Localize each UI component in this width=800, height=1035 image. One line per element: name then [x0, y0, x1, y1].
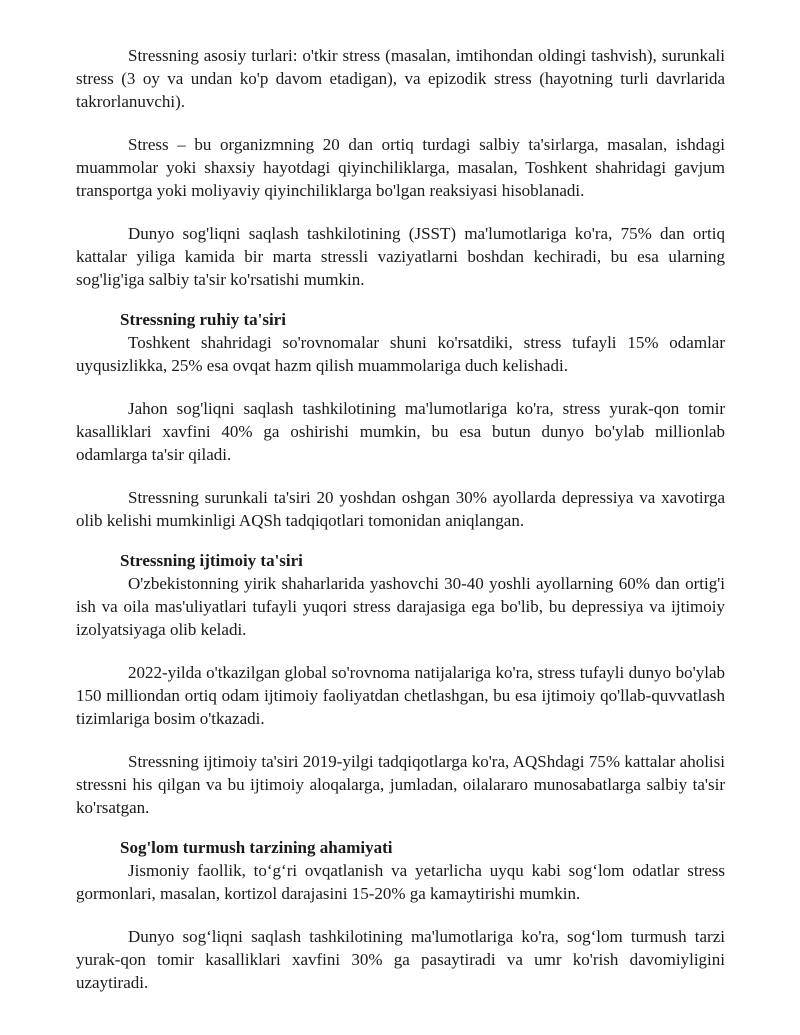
intro-paragraph-1: Stressning asosiy turlari: o'tkir stress (masalan, imtihondan oldingi tashvish), surunkali stress (3 oy va undan ko'p davom etadigan), va epizodik stress (hayotning turli davrlarida takrorlanuvchi). — [76, 46, 725, 111]
section1-paragraph-1: Toshkent shahridagi so'rovnomalar shuni ko'rsatdiki, stress tufayli 15% odamlar uyqusizlikka, 25% esa ovqat hazm qilish muammolariga duch kelishadi. — [76, 333, 725, 375]
intro-paragraph-2: Stress – bu organizmning 20 dan ortiq turdagi salbiy ta'sirlarga, masalan, ishdagi muammolar yoki shaxsiy hayotdagi qiyinchiliklarga, masalan, Toshkent shahridagi gavjum transportga yoki moliyaviy qiyinchiliklarga bo'lgan reaksiyasi hisoblanadi. — [76, 135, 725, 200]
document-page — [76, 44, 725, 994]
section-heading-social-impact: Stressning ijtimoiy ta'siri — [120, 551, 303, 570]
section-heading-healthy-lifestyle: Sog'lom turmush tarzining ahamiyati — [120, 838, 393, 857]
section2-paragraph-3: Stressning ijtimoiy ta'siri 2019-yilgi tadqiqotlarga ko'ra, AQShdagi 75% kattalar aholisi stressni his qilgan va bu ijtimoiy aloqalarga, jumladan, oilalararo munosabatlarga salbiy ta'sir ko'rsatgan. — [76, 752, 725, 817]
section1-paragraph-3: Stressning surunkali ta'siri 20 yoshdan oshgan 30% ayollarda depressiya va xavotirga olib kelishi mumkinligi AQSh tadqiqotlari tomonidan aniqlangan. — [76, 488, 725, 530]
section-heading-mental-impact: Stressning ruhiy ta'siri — [120, 310, 286, 329]
section2-paragraph-1: O'zbekistonning yirik shaharlarida yashovchi 30-40 yoshli ayollarning 60% dan ortig'i ish va oila mas'uliyatlari tufayli yuqori stress darajasiga ega bo'lib, bu depressiya va ijtimoiy izolyatsiyaga olib keladi. — [76, 574, 725, 639]
section3-paragraph-2: Dunyo sog‘liqni saqlash tashkilotining ma'lumotlariga ko'ra, sog‘lom turmush tarzi yurak-qon tomir kasalliklari xavfini 30% ga pasaytiradi va umr ko'rish davomiyligini uzaytiradi. — [76, 927, 725, 992]
section1-paragraph-2: Jahon sog'liqni saqlash tashkilotining ma'lumotlariga ko'ra, stress yurak-qon tomir kasalliklari xavfini 40% ga oshirishi mumkin, bu esa butun dunyo bo'ylab millionlab odamlarga ta'sir qiladi. — [76, 399, 725, 464]
section2-paragraph-2: 2022-yilda o'tkazilgan global so'rovnoma natijalariga ko'ra, stress tufayli dunyo bo'ylab 150 milliondan ortiq odam ijtimoiy faoliyatdan chetlashgan, bu esa ijtimoiy qo'llab-quvvatlash tizimlariga bosim o'tkazadi. — [76, 663, 725, 728]
section3-paragraph-1: Jismoniy faollik, to‘g‘ri ovqatlanish va yetarlicha uyqu kabi sog‘lom odatlar stress gormonlari, masalan, kortizol darajasini 15-20% ga kamaytirishi mumkin. — [76, 861, 725, 903]
intro-paragraph-3: Dunyo sog'liqni saqlash tashkilotining (JSST) ma'lumotlariga ko'ra, 75% dan ortiq kattalar yiliga kamida bir marta stressli vaziyatlarni boshdan kechiradi, bu esa ularning sog'lig'iga salbiy ta'sir ko'rsatishi mumkin. — [76, 224, 725, 289]
